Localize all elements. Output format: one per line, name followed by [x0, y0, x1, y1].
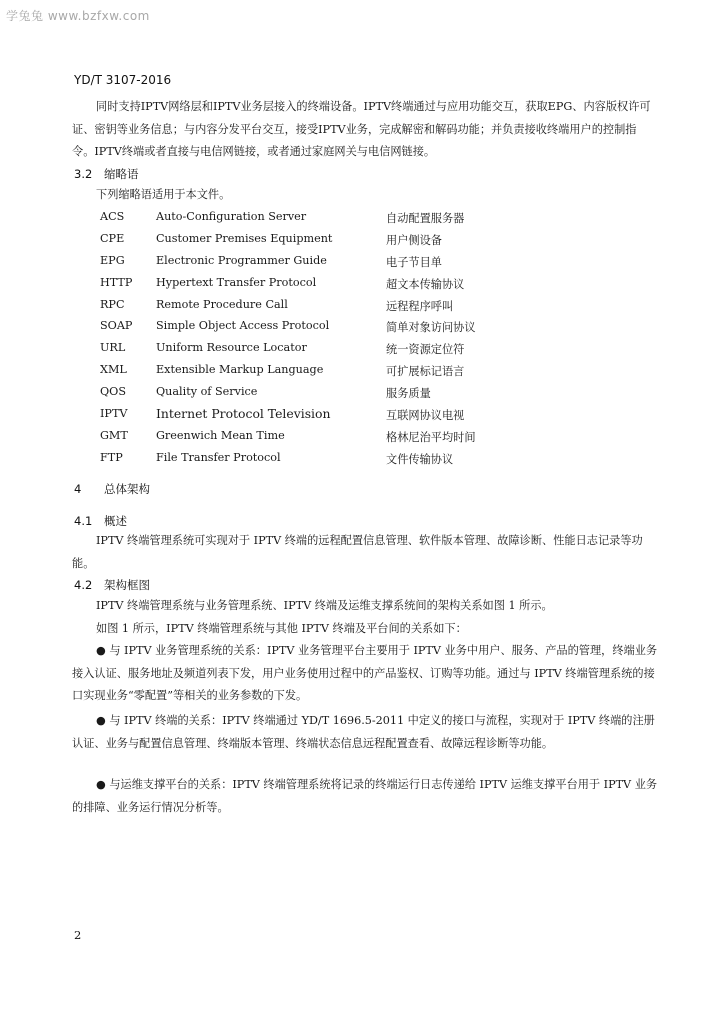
bullet-iptv-terminal: ● 与 IPTV 终端的关系：IPTV 终端通过 YD/T 1696.5-2011 中定义的接口与流程，实现对于 IPTV 终端的注册认证、业务与配置信息管理、终端版本管理、终端状态信息远程配置查看、故障远程诊断等功能。 [72, 714, 655, 750]
abbreviation-chinese-name: 用户侧设备 [386, 233, 442, 247]
abbreviation-row [0, 404, 724, 426]
abbreviation: IPTV [100, 407, 128, 421]
section-title: 架构框图 [104, 578, 150, 592]
abbreviation: HTTP [100, 275, 133, 289]
abbreviation-chinese-name: 统一资源定位符 [386, 343, 465, 357]
abbreviation: ACS [100, 210, 125, 223]
section-title: 总体架构 [104, 482, 150, 496]
abbreviation: RPC [100, 297, 125, 311]
section-title: 概述 [104, 514, 127, 528]
section-3-2-heading [74, 166, 139, 182]
abbreviation: URL [100, 341, 126, 355]
abbreviation-row [0, 273, 724, 295]
abbreviation-chinese-name: 文件传输协议 [386, 452, 454, 466]
abbreviation-full-name: Hypertext Transfer Protocol [156, 275, 317, 289]
document-id: YD/T 3107-2016 [74, 73, 172, 87]
abbreviation-full-name: Internet Protocol Television [156, 406, 331, 422]
abbreviation: EPG [100, 253, 125, 267]
abbreviation-chinese-name: 服务质量 [386, 387, 431, 401]
abbreviation-chinese-name: 超文本传输协议 [386, 277, 465, 291]
abbreviation-full-name: Auto-Configuration Server [156, 210, 307, 223]
abbreviation-full-name: Extensible Markup Language [156, 363, 324, 377]
abbreviation-intro: 下列缩略语适用于本文件。 [96, 188, 231, 201]
abbreviation-chinese-name: 简单对象访问协议 [386, 321, 476, 335]
bullet-business-management: ● 与 IPTV 业务管理系统的关系：IPTV 业务管理平台主要用于 IPTV 业务中用户、服务、产品的管理，终端业务接入认证、服务地址及频道列表下发，用户业务使用过程中的产品鉴权、订购等功能。通过与 IPTV 终端管理系统的接口实现业务“零配置”等相关的业务参数的下发。 [72, 644, 658, 702]
intro-paragraph: 同时支持IPTV网络层和IPTV业务层接入的终端设备。IPTV终端通过与应用功能交互，获取EPG、内容版权许可证、密钥等业务信息；与内容分发平台交互，接受IPTV业务，完成解密和解码功能；并负责接收终端用户的控制指令。IPTV终端或者直接与电信网链接，或者通过家庭网关与电信网链接。 [72, 100, 651, 158]
section-4-2-heading [74, 577, 150, 593]
page-number: 2 [74, 928, 82, 942]
abbreviation-chinese-name: 自动配置服务器 [386, 212, 465, 225]
section-4-2-paragraph-2: 如图 1 所示，IPTV 终端管理系统与其他 IPTV 终端及平台间的关系如下： [96, 622, 467, 635]
abbreviation-full-name: Remote Procedure Call [156, 297, 288, 311]
abbreviation: GMT [100, 428, 128, 442]
abbreviation-row [0, 382, 724, 404]
abbreviation-chinese-name: 格林尼治平均时间 [386, 430, 476, 444]
section-4-2-paragraph-1: IPTV 终端管理系统与业务管理系统、IPTV 终端及运维支撑系统间的架构关系如图 1 所示。 [96, 599, 553, 612]
abbreviation: FTP [100, 450, 123, 464]
abbreviation-row [0, 207, 724, 229]
abbreviation-full-name: File Transfer Protocol [156, 450, 281, 464]
section-4-1-text: IPTV 终端管理系统可实现对于 IPTV 终端的远程配置信息管理、软件版本管理、故障诊断、性能日志记录等功能。 [72, 534, 643, 570]
abbreviation-full-name: Quality of Service [156, 385, 258, 399]
abbreviation: CPE [100, 231, 125, 245]
abbreviation-row [0, 251, 724, 273]
abbreviation: XML [100, 363, 127, 377]
watermark: 学兔兔 www.bzfxw.com [6, 9, 150, 23]
abbreviation: QOS [100, 385, 127, 399]
abbreviation-chinese-name: 可扩展标记语言 [386, 365, 465, 379]
abbreviation-row [0, 295, 724, 317]
section-number: 4 [74, 482, 82, 496]
abbreviation-full-name: Simple Object Access Protocol [156, 319, 330, 333]
section-4-1-heading [74, 513, 127, 529]
section-number: 3.2 [74, 167, 93, 181]
section-title: 缩略语 [104, 167, 139, 181]
section-4-heading [74, 481, 150, 497]
abbreviation-chinese-name: 互联网协议电视 [386, 409, 465, 423]
abbreviation-full-name: Customer Premises Equipment [156, 231, 333, 245]
abbreviation-row [0, 338, 724, 360]
abbreviation-list [0, 207, 724, 470]
abbreviation-row [0, 229, 724, 251]
abbreviation-full-name: Electronic Programmer Guide [156, 253, 327, 267]
abbreviation-chinese-name: 远程程序呼叫 [386, 299, 454, 313]
abbreviation-chinese-name: 电子节目单 [386, 255, 442, 269]
section-number: 4.2 [74, 578, 93, 592]
abbreviation-full-name: Uniform Resource Locator [156, 341, 307, 355]
section-number: 4.1 [74, 514, 93, 528]
abbreviation: SOAP [100, 319, 133, 333]
bullet-operation-support: ● 与运维支撑平台的关系：IPTV 终端管理系统将记录的终端运行日志传递给 IPTV 运维支撑平台用于 IPTV 业务的排障、业务运行情况分析等。 [72, 778, 658, 814]
abbreviation-row [0, 316, 724, 338]
abbreviation-row [0, 360, 724, 382]
abbreviation-full-name: Greenwich Mean Time [156, 428, 285, 442]
abbreviation-row [0, 426, 724, 448]
abbreviation-row [0, 448, 724, 470]
